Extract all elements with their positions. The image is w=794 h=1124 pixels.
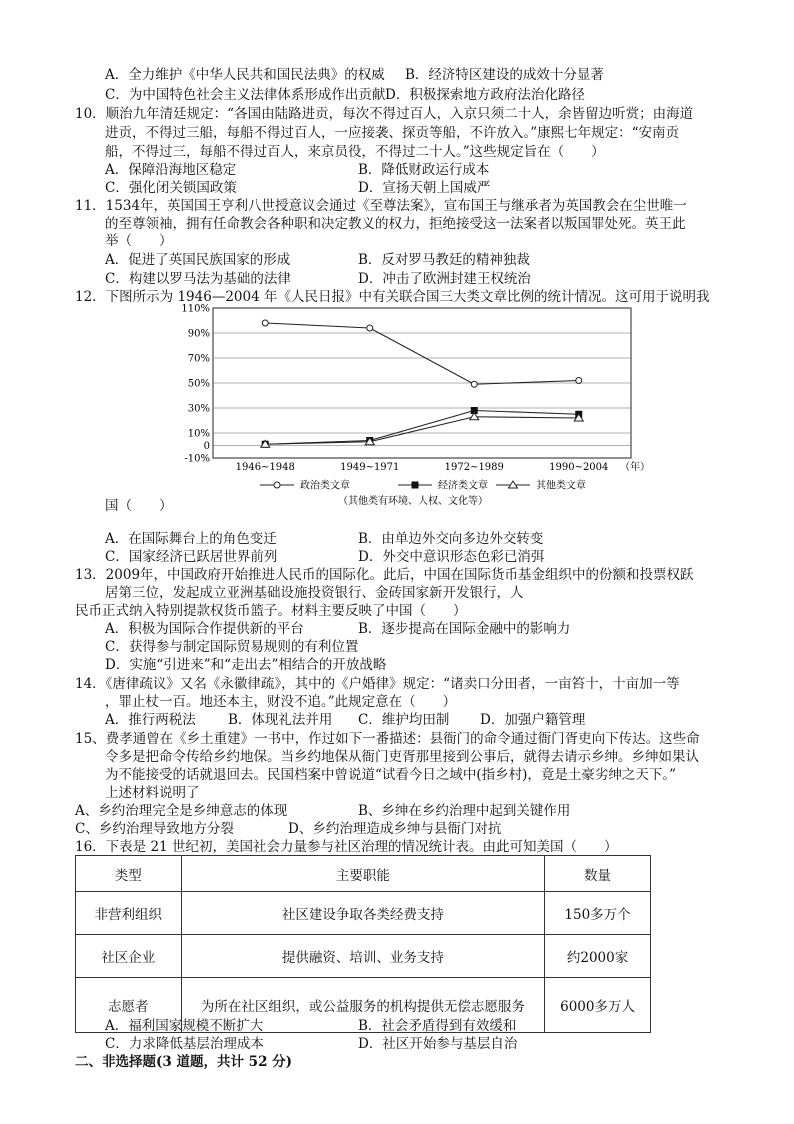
- q9-option-d: D．积极探索地方政府法治化路径: [385, 87, 585, 103]
- series-line-other: [265, 417, 579, 445]
- data-point-political: [471, 381, 477, 387]
- q14-option-b: B．体现礼法并用: [228, 712, 333, 728]
- x-tick-label: 1972~1989: [444, 462, 504, 473]
- table-cell: 提供融资、培训、业务支持: [181, 935, 545, 978]
- x-tick-label: 1946~1948: [235, 462, 295, 473]
- q10-stem-line2: 进贡，不得过三船，每船不得过百人，一应接袭、探贡等船，不许放入。”康熙七年规定：“安南贡: [105, 125, 680, 141]
- q15-stem-line2: 令多是把命令传给乡约地保。当乡约地保从衙门吏胥那里接到公事后，就得去请示乡绅。乡绅如果认: [105, 749, 699, 765]
- q16-option-d: D．社区开始参与基层自治: [358, 1036, 518, 1052]
- y-tick-label: 90%: [187, 328, 210, 340]
- table-header-function: 主要职能: [181, 856, 545, 892]
- q13-option-a: A．积极为国际合作提供新的平台: [105, 621, 304, 637]
- q16-option-b: B．社会矛盾得到有效缓和: [358, 1018, 517, 1034]
- q14-stem-line2: ，罪止杖一百。地还本主，财没不追。”此规定意在（ ）: [105, 694, 457, 710]
- q16-stem: 16．下表是 21 世纪初，美国社会力量参与社区治理的情况统计表。由此可知美国（ ）: [75, 839, 618, 855]
- q13-stem-line2: 居第三位，发起成立亚洲基础设施投资银行、金砖国家新开发银行，人: [105, 585, 524, 601]
- table-row: [76, 892, 651, 935]
- q14-stem-line1: 14．《唐律疏议》又名《永徽律疏》，其中的《户婚律》规定：“诸卖口分田者，一亩笞十，十亩加一等: [75, 676, 680, 692]
- table-cell: 志愿者: [76, 978, 182, 1033]
- q16-option-c: C．力求降低基层治理成本: [105, 1036, 264, 1052]
- table-cell: 非营利组织: [76, 892, 182, 935]
- y-tick-label: 0: [203, 441, 210, 452]
- q11-stem-line2: 的至尊领袖，拥有任命教会各种职和决定教义的权力，拒绝接受这一法案者以叛国罪处死。英王此: [105, 216, 686, 232]
- data-point-political: [262, 320, 268, 326]
- q12-option-c: C．国家经济已跃居世界前列: [105, 549, 278, 565]
- q9-option-b: B．经济特区建设的成效十分显著: [405, 67, 604, 83]
- q16-option-a: A．福利国家规模不断扩大: [105, 1018, 264, 1034]
- table-cell: 社区建设争取各类经费支持: [181, 892, 545, 935]
- q15-option-a: A、乡约治理完全是乡绅意志的体现: [75, 803, 288, 819]
- q13-option-d: D．实施“引进来”和“走出去”相结合的开放战略: [105, 657, 387, 673]
- table-cell: 150多万个: [545, 892, 651, 935]
- x-tick-label: 1990~2004: [549, 462, 609, 473]
- section-2-heading: 二、非选择题(3 道题，共计 52 分): [75, 1054, 293, 1070]
- table-cell: 6000多万人: [545, 978, 651, 1033]
- q15-option-c: C、乡约治理导致地方分裂: [75, 821, 234, 837]
- q15-stem-line4: 上述材料说明了: [105, 785, 200, 801]
- q9-option-c: C．为中国特色社会主义法律体系形成作出贡献: [105, 87, 386, 103]
- q11-stem-line3: 举（ ）: [105, 233, 173, 249]
- q12-option-b: B．由单边外交向多边外交转变: [358, 531, 544, 547]
- q11-stem-line1: 11．1534年，英国国王亨利八世授意议会通过《至尊法案》，宣布国王与继承者为英国教会在尘世唯一: [75, 198, 687, 214]
- line-chart: [180, 303, 650, 514]
- x-tick-label: 1949~1971: [340, 462, 400, 473]
- q13-stem-line3: 民币正式纳入特别提款权货币篮子。材料主要反映了中国（ ）: [75, 603, 467, 619]
- table-row: [76, 935, 651, 978]
- q15-option-b: B、乡绅在乡约治理中起到关键作用: [358, 803, 571, 819]
- y-tick-label: 10%: [187, 428, 210, 440]
- q12-option-a: A．在国际舞台上的角色变迁: [105, 531, 277, 547]
- table-cell: 为所在社区组织，或公益服务的机构提供无偿志愿服务: [181, 978, 545, 1033]
- y-tick-label: 110%: [181, 303, 210, 315]
- q10-option-a: A．保障沿海地区稳定: [105, 162, 237, 178]
- table-header-row: [76, 856, 651, 892]
- q12-option-d: D．外交中意识形态色彩已消弭: [358, 549, 545, 565]
- data-point-political: [367, 325, 373, 331]
- q10-stem-line3: 船，不得过三，每船不得过百人，来京员役，不得过二十人。”这些规定旨在（ ）: [105, 144, 605, 160]
- q11-option-d: D．冲击了欧洲封建王权统治: [358, 271, 531, 287]
- data-point-economic: [412, 482, 419, 489]
- q9-option-a: A．全力维护《中华人民共和国民法典》的权威: [105, 67, 385, 83]
- q13-option-b: B．逐步提高在国际金融中的影响力: [358, 621, 571, 637]
- q12-stem-line2: 国（ ）: [105, 498, 173, 514]
- q10-option-b: B．降低财政运行成本: [358, 162, 490, 178]
- q16-table: [75, 855, 651, 1033]
- q10-option-d: D．宣扬天朝上国威严: [358, 180, 491, 196]
- data-point-political: [274, 482, 280, 488]
- q10-option-c: C．强化闭关锁国政策: [105, 180, 237, 196]
- q11-option-c: C．构建以罗马法为基础的法律: [105, 271, 291, 287]
- legend-label: 其他类文章: [536, 480, 586, 492]
- q11-option-a: A．促进了英国民族国家的形成: [105, 252, 291, 268]
- q15-option-d: D、乡约治理造成乡绅与县衙门对抗: [288, 821, 502, 837]
- series-line-economic: [265, 411, 579, 445]
- y-tick-label: 70%: [187, 353, 210, 365]
- q13-option-c: C．获得参与制定国际贸易规则的有利位置: [105, 639, 359, 655]
- table-cell: 约2000家: [545, 935, 651, 978]
- data-point-political: [576, 378, 582, 384]
- y-tick-label: 50%: [187, 378, 210, 390]
- q15-stem-line3: 为不能接受的话就退回去。民国档案中曾说道“试看今日之域中(指乡村)，竟是土豪劣绅之天下。”: [105, 767, 677, 783]
- q10-stem-line1: 10．顺治九年清廷规定：“各国由陆路进贡，每次不得过百人，入京只须二十人，余皆留边听赏；由海道: [75, 106, 694, 122]
- q11-option-b: B．反对罗马教廷的精神独裁: [358, 252, 530, 268]
- series-line-political: [265, 323, 579, 384]
- y-tick-label: 30%: [187, 403, 210, 415]
- q14-option-c: C．维护均田制: [358, 712, 450, 728]
- q13-stem-line1: 13．2009年，中国政府开始推进人民币的国际化。此后，中国在国际货币基金组织中的份额和投票权跃: [75, 567, 694, 583]
- q14-option-d: D．加强户籍管理: [480, 712, 586, 728]
- table-header-count: 数量: [545, 856, 651, 892]
- legend-label: 政治类文章: [300, 480, 350, 492]
- q12-stem-line1: 12．下图所示为 1946—2004 年《人民日报》中有关联合国三大类文章比例的统计情况。这可用于说明我: [75, 289, 710, 305]
- x-unit-label: （年）: [620, 462, 650, 473]
- chart-note: （其他类有环境、人权、文化等）: [338, 496, 488, 507]
- legend-label: 经济类文章: [438, 480, 488, 492]
- table-cell: 社区企业: [76, 935, 182, 978]
- q15-stem-line1: 15、费孝通曾在《乡土重建》一书中，作过如下一番描述：县衙门的命令通过衙门胥吏向下传达。这些命: [75, 731, 700, 747]
- q14-option-a: A．推行两税法: [105, 712, 196, 728]
- y-tick-label: -10%: [184, 453, 210, 465]
- table-header-type: 类型: [76, 856, 182, 892]
